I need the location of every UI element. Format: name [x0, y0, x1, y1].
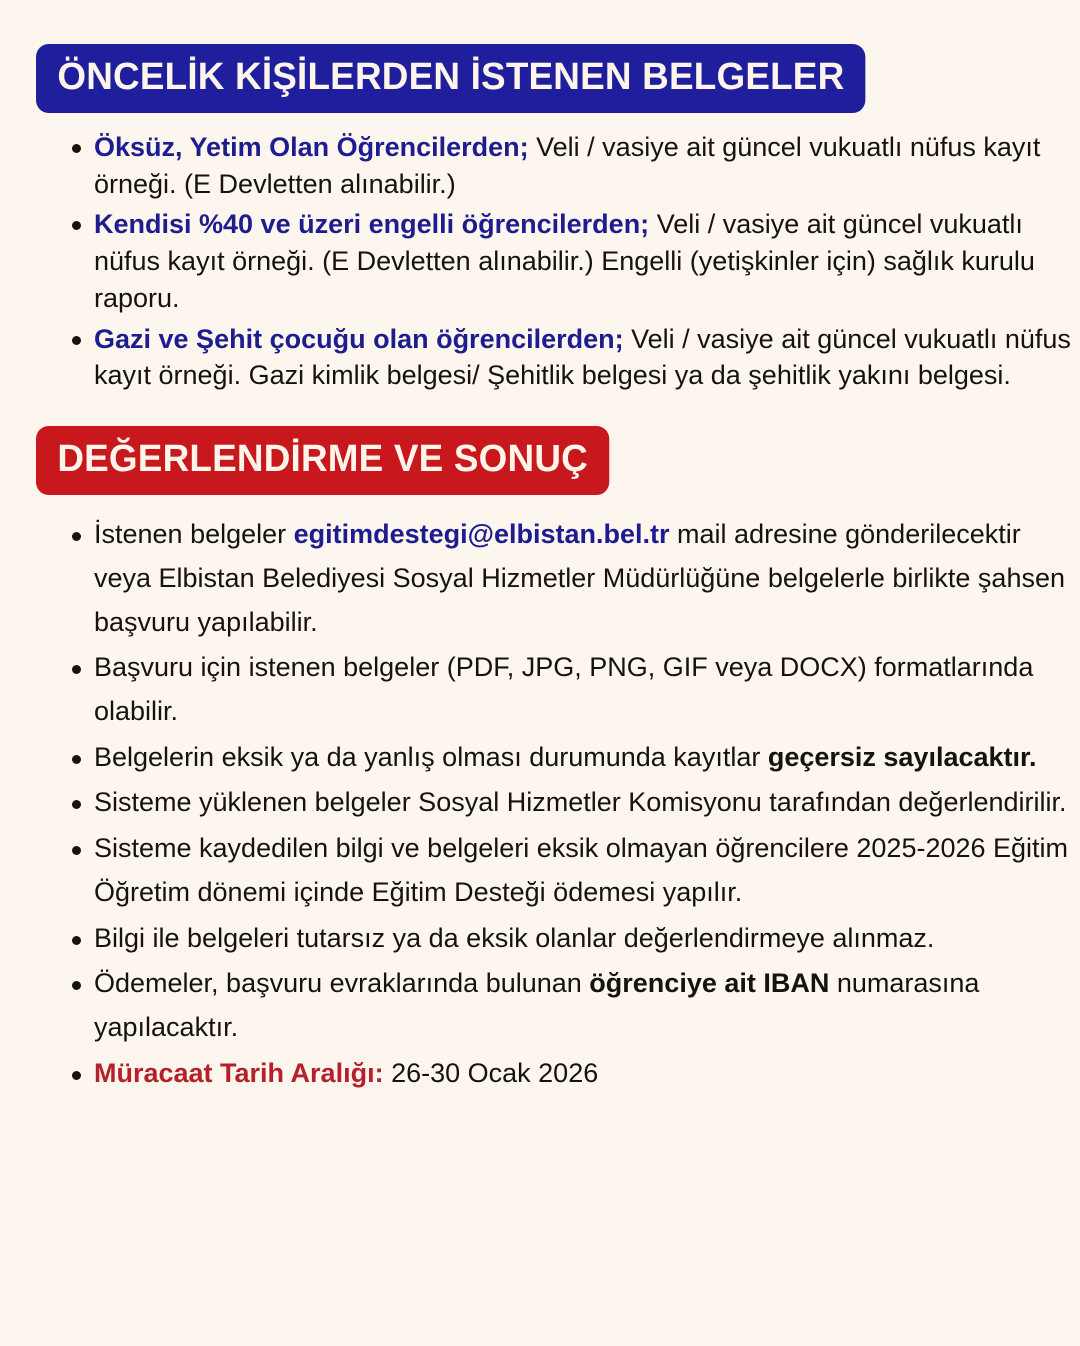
- list-item: [58, 781, 1080, 825]
- evaluation-list: [0, 495, 1080, 1096]
- list-item: [58, 1052, 1080, 1096]
- application-date-label: Müracaat Tarih Aralığı:: [94, 1057, 384, 1088]
- evaluation-banner-wrap: [0, 398, 1080, 495]
- list-item-body: numarasına yapılacaktır.: [94, 968, 980, 1043]
- list-item: [58, 646, 1080, 733]
- evaluation-banner: DEĞERLENDİRME VE SONUÇ: [36, 426, 609, 495]
- email-link[interactable]: egitimdestegi@elbistan.bel.tr: [293, 519, 670, 550]
- list-item: [58, 962, 1080, 1049]
- list-item: [58, 827, 1080, 914]
- list-item-body: Veli / vasiye ait güncel vukuatlı nüfus kayıt örneği. (E Devletten alınabilir.) Engelli (yetişkinler için) sağlık kurulu raporu.: [94, 209, 1035, 313]
- list-item-body: Bilgi ile belgeleri tutarsız ya da eksik olanlar değerlendirmeye alınmaz.: [94, 922, 935, 953]
- list-item-emphasis: geçersiz sayılacaktır.: [767, 741, 1037, 772]
- list-item-body: Veli / vasiye ait güncel vukuatlı nüfus kayıt örneği. (E Devletten alınabilir.): [94, 132, 1041, 199]
- list-item-body: İstenen belgeler: [94, 519, 294, 550]
- application-date-value: 26-30 Ocak 2026: [383, 1057, 599, 1088]
- list-item: [58, 129, 1080, 202]
- required-documents-banner-wrap: [0, 0, 1080, 113]
- list-item-body: Veli / vasiye ait güncel vukuatlı nüfus kayıt örneği. Gazi kimlik belgesi/ Şehitlik belgesi ya da şehitlik yakını belgesi.: [94, 323, 1071, 391]
- list-item-body: Sisteme yüklenen belgeler Sosyal Hizmetler Komisyonu tarafından değerlendirilir.: [94, 787, 1067, 818]
- list-item-body: Sisteme kaydedilen bilgi ve belgeleri eksik olmayan öğrencilere 2025-2026 Eğitim Öğretim dönemi içinde Eğitim Desteği ödemesi yapılır.: [94, 833, 1069, 907]
- required-documents-list: [0, 113, 1080, 394]
- list-item-body: Başvuru için istenen belgeler (PDF, JPG, PNG, GIF veya DOCX) formatlarında olabilir.: [94, 652, 1034, 726]
- required-documents-banner: ÖNCELİK KİŞİLERDEN İSTENEN BELGELER: [36, 44, 866, 113]
- list-item-body: Belgelerin eksik ya da yanlış olması durumunda kayıtlar: [94, 741, 768, 772]
- list-item: [58, 206, 1080, 316]
- list-item: [58, 736, 1080, 780]
- list-item-lead: Öksüz, Yetim Olan Öğrencilerden;: [94, 132, 529, 162]
- list-item: [58, 513, 1080, 644]
- list-item: [58, 321, 1080, 394]
- list-item-lead: Kendisi %40 ve üzeri engelli öğrencilerden;: [94, 209, 650, 240]
- list-item-body: mail adresine gönderilecektir veya Elbistan Belediyesi Sosyal Hizmetler Müdürlüğüne belgelerle birlikte şahsen başvuru yapılabilir.: [94, 519, 1065, 637]
- list-item-lead: Gazi ve Şehit çocuğu olan öğrencilerden;: [94, 323, 624, 354]
- list-item-body: Ödemeler, başvuru evraklarında bulunan: [94, 968, 590, 999]
- list-item: [58, 917, 1080, 961]
- list-item-emphasis: öğrenciye ait IBAN: [589, 968, 830, 999]
